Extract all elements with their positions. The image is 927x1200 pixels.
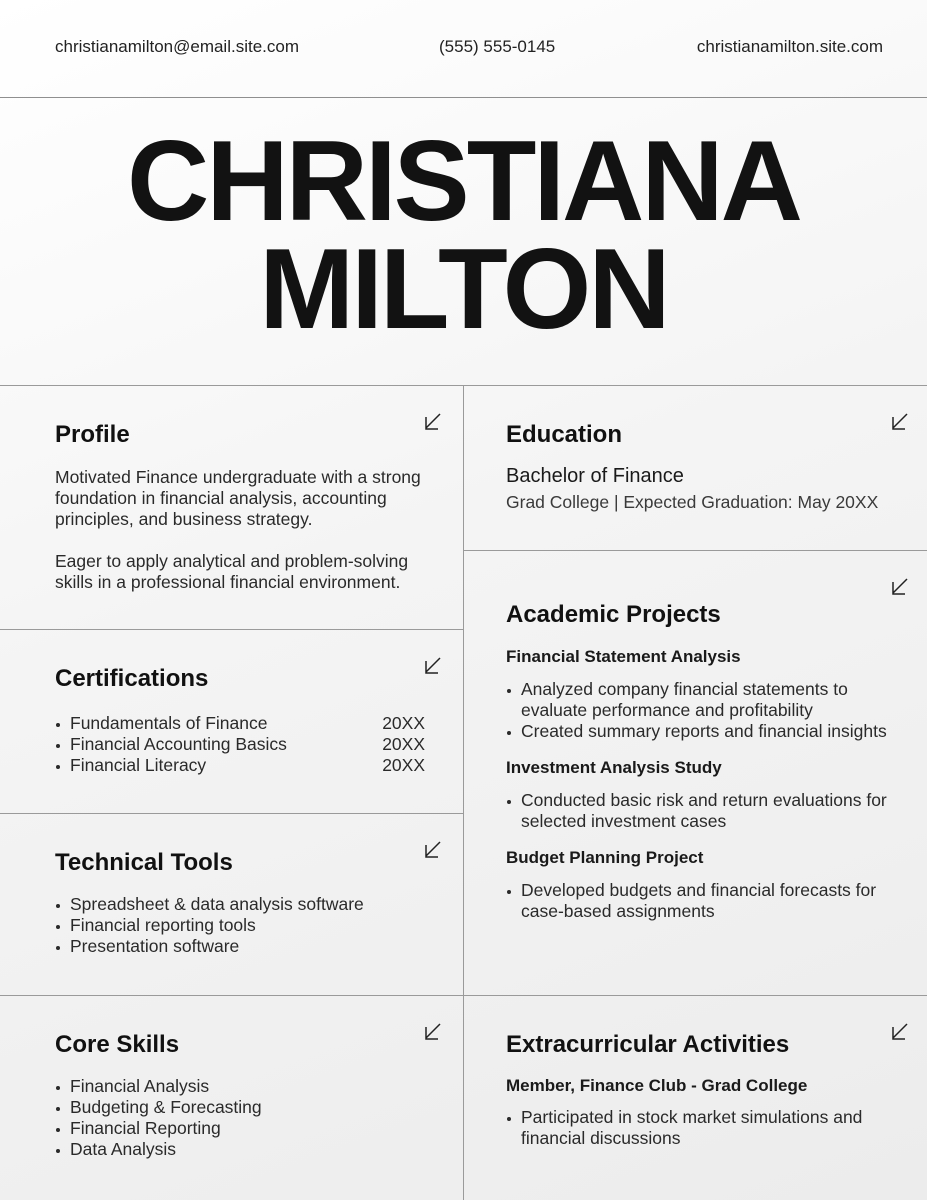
core-skills-section	[55, 1031, 425, 1160]
profile-section	[55, 421, 425, 593]
technical-tools-title: Technical Tools	[55, 849, 233, 876]
list-item: Conducted basic risk and return evaluations for selected investment cases	[506, 790, 901, 832]
contact-website[interactable]: christianamilton.site.com	[696, 37, 883, 56]
grid-divider	[0, 629, 463, 630]
profile-title: Profile	[55, 421, 130, 448]
academic-projects-section	[506, 601, 901, 922]
technical-tools-section	[55, 849, 425, 957]
first-name: CHRISTIANA	[127, 118, 800, 245]
project-bullets	[506, 679, 901, 742]
list-item: Analyzed company financial statements to evaluate performance and profitability	[506, 679, 901, 721]
certifications-title: Certifications	[55, 665, 209, 692]
list-item: Budgeting & Forecasting	[55, 1097, 425, 1118]
academic-projects-title: Academic Projects	[506, 601, 721, 628]
extracurricular-role: Member, Finance Club - Grad College	[506, 1076, 808, 1095]
grid-divider	[463, 385, 464, 1200]
profile-text	[55, 467, 425, 593]
project-title: Investment Analysis Study	[506, 758, 722, 777]
project-title: Financial Statement Analysis	[506, 647, 741, 666]
core-skills-title: Core Skills	[55, 1031, 180, 1058]
arrow-down-left-icon	[424, 1023, 442, 1041]
core-skills-list	[55, 1076, 425, 1160]
grid-divider	[0, 995, 927, 996]
contact-phone[interactable]: (555) 555-0145	[439, 37, 556, 56]
extracurricular-section	[506, 1031, 901, 1149]
list-item: Financial Analysis	[55, 1076, 425, 1097]
arrow-down-left-icon	[891, 578, 909, 596]
resume-name	[0, 118, 927, 353]
grid-divider	[463, 550, 927, 551]
education-section	[506, 421, 906, 513]
list-item: Spreadsheet & data analysis software	[55, 894, 425, 915]
extracurricular-bullets	[506, 1107, 901, 1149]
list-item	[55, 713, 425, 734]
certification-name: Financial Accounting Basics	[70, 734, 287, 754]
project-bullets	[506, 790, 901, 832]
certification-name: Financial Literacy	[70, 755, 207, 775]
contact-email[interactable]: christianamilton@email.site.com	[55, 37, 300, 56]
technical-tools-list	[55, 894, 425, 957]
certification-name: Fundamentals of Finance	[70, 713, 268, 733]
last-name: MILTON	[259, 226, 668, 353]
arrow-down-left-icon	[424, 841, 442, 859]
grid-divider	[0, 813, 463, 814]
project-title: Budget Planning Project	[506, 848, 704, 867]
list-item: Data Analysis	[55, 1139, 425, 1160]
profile-paragraph: Eager to apply analytical and problem-solving skills in a professional financial environment.	[55, 551, 409, 592]
certification-year: 20XX	[382, 755, 425, 775]
arrow-down-left-icon	[424, 413, 442, 431]
degree-name: Bachelor of Finance	[506, 465, 684, 487]
certifications-list	[55, 713, 425, 776]
extracurricular-title: Extracurricular Activities	[506, 1031, 790, 1058]
list-item	[55, 734, 425, 755]
list-item: Participated in stock market simulations and financial discussions	[506, 1107, 901, 1149]
list-item	[55, 755, 425, 776]
list-item: Developed budgets and financial forecasts for case-based assignments	[506, 880, 901, 922]
certification-year: 20XX	[382, 713, 425, 733]
list-item: Financial reporting tools	[55, 915, 425, 936]
arrow-down-left-icon	[424, 657, 442, 675]
list-item: Financial Reporting	[55, 1118, 425, 1139]
certifications-section	[55, 665, 425, 776]
education-title: Education	[506, 421, 623, 448]
list-item: Presentation software	[55, 936, 425, 957]
profile-paragraph: Motivated Finance undergraduate with a strong foundation in financial analysis, accounting principles, and business strategy.	[55, 467, 421, 529]
certification-year: 20XX	[382, 734, 425, 754]
list-item: Created summary reports and financial insights	[506, 721, 901, 742]
project-bullets	[506, 880, 901, 922]
contact-bar	[0, 0, 927, 98]
degree-details: Grad College | Expected Graduation: May 20XX	[506, 492, 879, 512]
